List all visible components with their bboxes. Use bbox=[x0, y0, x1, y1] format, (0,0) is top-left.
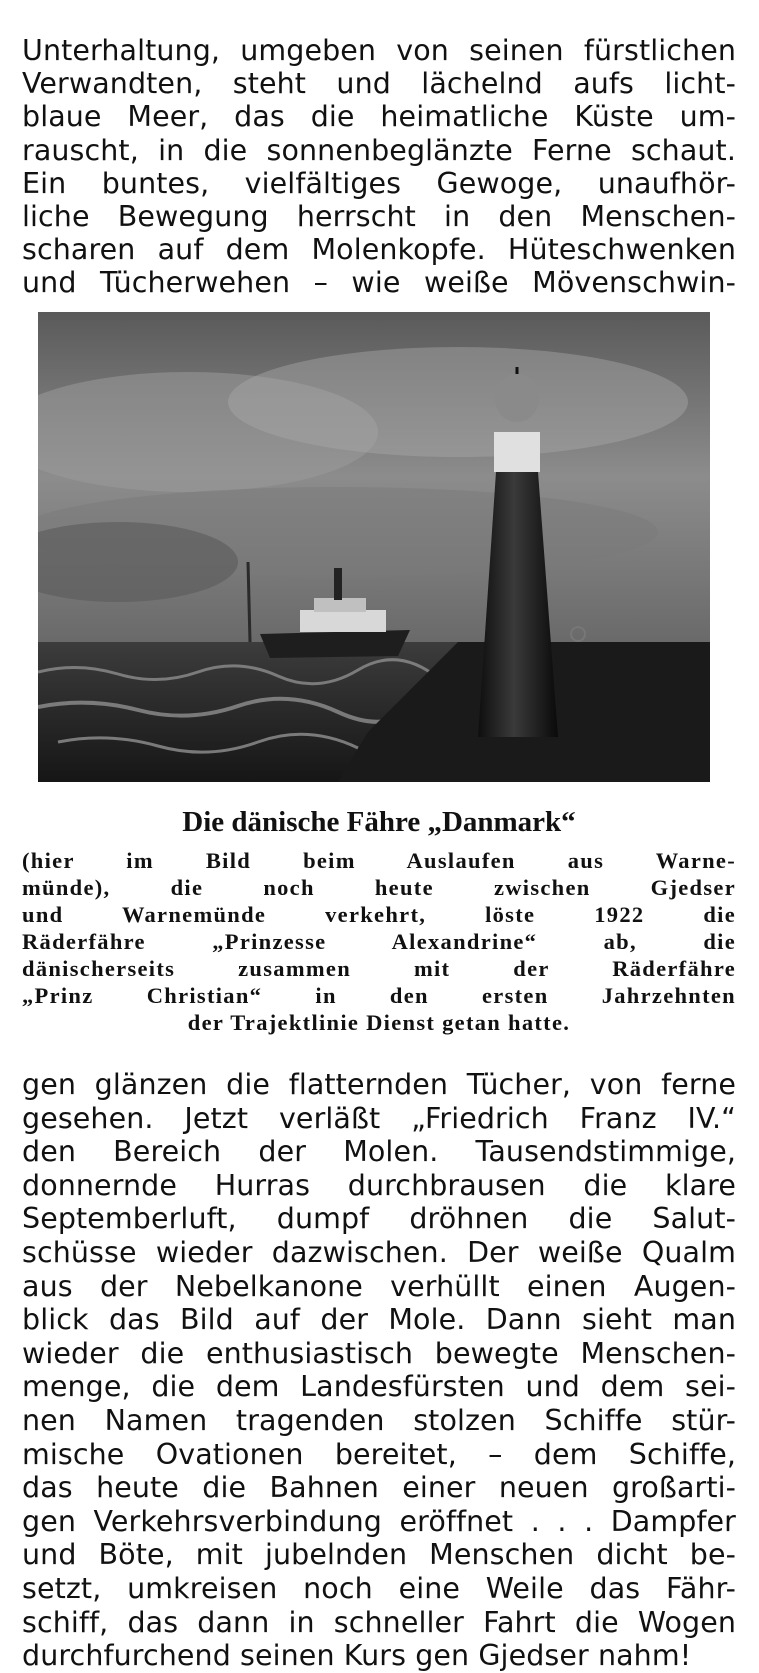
ferry-leaving-harbor-photo bbox=[38, 312, 710, 782]
text-line: liche Bewegung herrscht in den Menschen- bbox=[22, 200, 736, 234]
text-line: Ein buntes, vielfältiges Gewoge, unaufhör- bbox=[22, 166, 736, 200]
text-line: und Böte, mit jubelnden Menschen dicht be- bbox=[22, 1538, 736, 1572]
cloud bbox=[228, 347, 688, 457]
text-line: gen glänzen die flatternden Tücher, von ferne bbox=[22, 1068, 736, 1101]
text-line: wieder die enthusiastisch bewegte Menschen- bbox=[22, 1336, 736, 1370]
text-line: gesehen. Jetzt verläßt „Friedrich Franz IV.“ bbox=[22, 1101, 736, 1135]
text-line: donnernde Hurras durchbrausen die klare bbox=[22, 1168, 736, 1202]
text-line: scharen auf dem Molenkopfe. Hüteschwenken bbox=[22, 233, 736, 267]
text-line: Verwandten, steht und lächelnd aufs licht- bbox=[22, 67, 736, 101]
text-line: das heute die Bahnen einer neuen großarti- bbox=[22, 1471, 736, 1505]
caption-body bbox=[22, 847, 736, 1036]
text-line: schiff, das dann in schneller Fahrt die Wogen bbox=[22, 1605, 736, 1639]
caption-line: (hier im Bild beim Auslaufen aus Warne- bbox=[22, 848, 736, 873]
text-line: mische Ovationen bereitet, – dem Schiffe, bbox=[22, 1437, 736, 1471]
bottom-paragraph bbox=[22, 1068, 736, 1673]
text-line: und Tücherwehen – wie weiße Mövenschwin- bbox=[22, 266, 736, 300]
text-line: aus der Nebelkanone verhüllt einen Augen- bbox=[22, 1269, 736, 1303]
text-line: blaue Meer, das die heimatliche Küste um- bbox=[22, 100, 736, 134]
caption-line: münde), die noch heute zwischen Gjedser bbox=[22, 875, 736, 900]
caption-line: und Warnemünde verkehrt, löste 1922 die bbox=[22, 902, 736, 927]
caption-title: Die dänische Fähre „Danmark“ bbox=[182, 806, 576, 838]
top-paragraph bbox=[22, 34, 736, 300]
caption-line: dänischerseits zusammen mit der Räderfähre bbox=[22, 956, 736, 981]
caption-line: Räderfähre „Prinzesse Alexandrine“ ab, die bbox=[22, 929, 736, 954]
text-line: Unterhaltung, umgeben von seinen fürstlichen bbox=[22, 34, 736, 67]
text-line: den Bereich der Molen. Tausendstimmige, bbox=[22, 1135, 736, 1169]
text-line: blick das Bild auf der Mole. Dann sieht man bbox=[22, 1303, 736, 1337]
caption-line: der Trajektlinie Dienst getan hatte. bbox=[187, 1010, 571, 1035]
text-line: schüsse wieder dazwischen. Der weiße Qualm bbox=[22, 1235, 736, 1269]
photo-illustration bbox=[38, 312, 710, 782]
text-line: durchfurchend seinen Kurs gen Gjedser nahm! bbox=[22, 1639, 692, 1673]
text-line: setzt, umkreisen noch eine Weile das Fähr- bbox=[22, 1571, 736, 1605]
text-line: Septemberluft, dumpf dröhnen die Salut- bbox=[22, 1202, 736, 1236]
text-line: gen Verkehrsverbindung eröffnet . . . Dampfer bbox=[22, 1504, 736, 1538]
text-line: menge, die dem Landesfürsten und dem sei- bbox=[22, 1370, 736, 1404]
text-line: rauscht, in die sonnenbeglänzte Ferne schaut. bbox=[22, 133, 736, 167]
caption-line: „Prinz Christian“ in den ersten Jahrzehnten bbox=[22, 983, 736, 1008]
text-line: nen Namen tragenden stolzen Schiffe stür- bbox=[22, 1403, 736, 1437]
